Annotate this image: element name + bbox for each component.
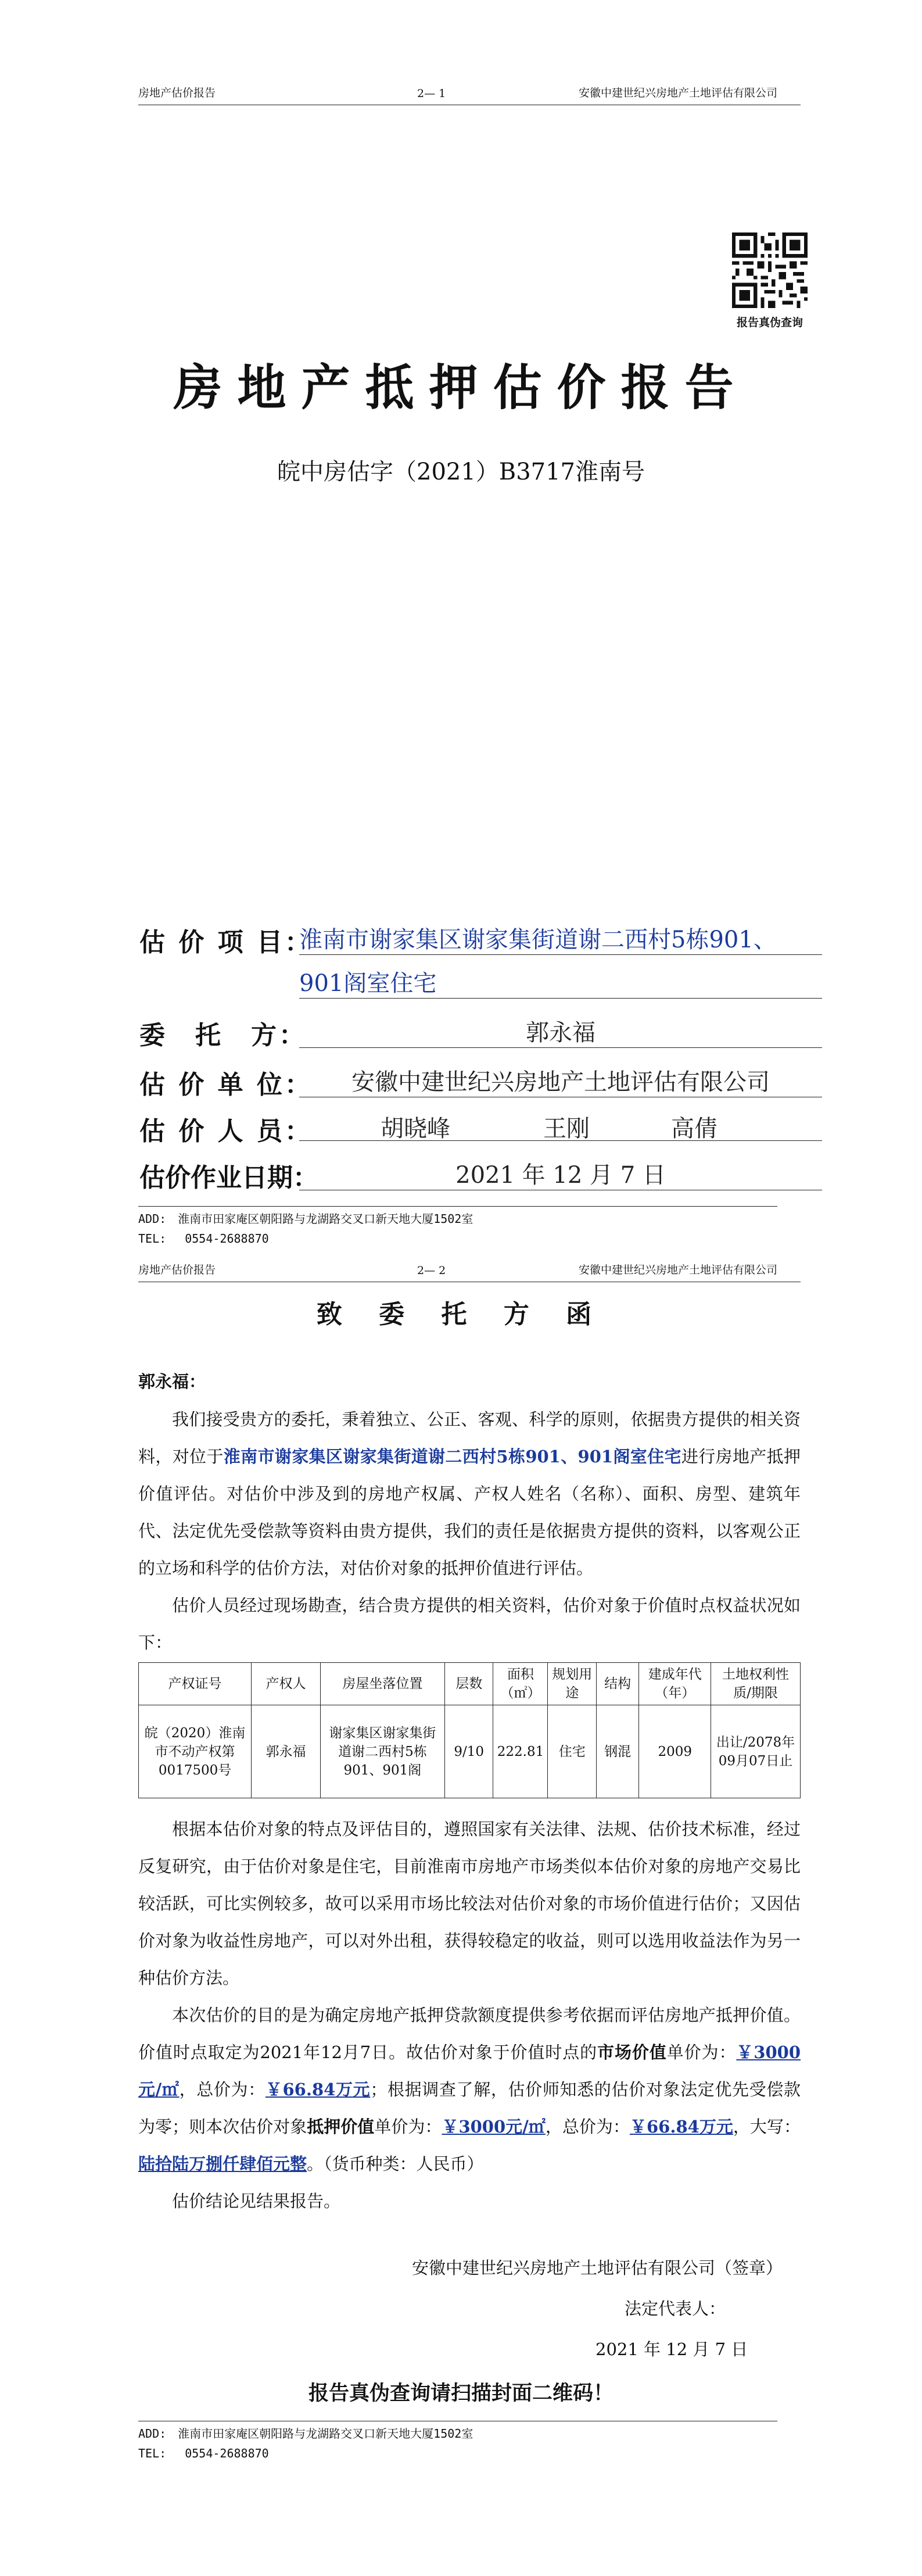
footer-tel: TEL: 0554-2688870 <box>138 2446 269 2460</box>
cell-cert: 皖（2020）淮南市不动产权第0017500号 <box>139 1705 252 1798</box>
header-right: 安徽中建世纪兴房地产土地评估有限公司 <box>578 87 777 99</box>
project-value-line2: 901阁室住宅 <box>299 965 822 999</box>
th-land-right: 土地权利性质/期限 <box>711 1663 801 1705</box>
project-value-line1: 淮南市谢家集区谢家集街道谢二西村5栋901、 <box>299 921 822 955</box>
cell-floors: 9/10 <box>445 1705 493 1798</box>
verify-notice: 报告真伪查询请扫描封面二维码！ <box>308 2381 614 2405</box>
report-title: 房地产抵押估价报告 <box>173 359 749 416</box>
table-row <box>139 1705 801 1798</box>
date-value: 2021 年 12 月 7 日 <box>299 1157 822 1190</box>
cell-area: 222.81 <box>493 1705 548 1798</box>
footer-tel: TEL: 0554-2688870 <box>138 1232 269 1246</box>
th-use: 规划用途 <box>548 1663 596 1705</box>
letter-body-top <box>138 1401 801 1661</box>
th-cert: 产权证号 <box>139 1663 252 1705</box>
signature-representative: 法定代表人： <box>625 2299 726 2319</box>
paragraph-2: 估价人员经过现场勘查，结合贵方提供的相关资料，估价对象于价值时点权益状况如下： <box>138 1595 801 1652</box>
client-label: 委 托 方： <box>139 1021 307 1050</box>
page-header <box>138 81 801 105</box>
cell-use: 住宅 <box>548 1705 596 1798</box>
date-label: 估价作业日期： <box>139 1163 318 1193</box>
unit-label: 估 价 单 位： <box>139 1070 313 1100</box>
property-table <box>138 1662 801 1798</box>
header-left: 房地产估价报告 <box>138 1264 216 1276</box>
client-value: 郭永福 <box>299 1014 822 1048</box>
cell-land-right: 出让/2078年09月07日止 <box>711 1705 801 1798</box>
page-header <box>138 1258 801 1282</box>
letter-body-bottom <box>138 1811 801 2220</box>
letter-title: 致 委 托 方 函 <box>316 1300 606 1329</box>
table-header-row <box>139 1663 801 1705</box>
paragraph-4: 本次估价的目的是为确定房地产抵押贷款额度提供参考依据而评估房地产抵押价值。价值时点取定为2021年12月7日。故估价对象于价值时点的市场价值单价为：￥3000元/㎡，总价为：￥66.84万元；根据调查了解，估价师知悉的估价对象法定优先受偿款为零；则本次估价对象抵押价值单价为：￥3000元/㎡，总价为：￥66.84万元，大写：陆拾陆万捌仟肆佰元整。（货币种类：人民币） <box>138 2005 801 2174</box>
salutation: 郭永福： <box>138 1372 206 1391</box>
th-owner: 产权人 <box>252 1663 321 1705</box>
page1-footer <box>138 1206 777 1248</box>
header-left: 房地产估价报告 <box>138 87 216 99</box>
staff-2: 王刚 <box>543 1115 590 1142</box>
paragraph-1: 我们接受贵方的委托，秉着独立、公正、客观、科学的原则，依据贵方提供的相关资料，对位于淮南市谢家集区谢家集街道谢二西村5栋901、901阁室住宅进行房地产抵押价值评估。对估价中涉及到的房地产权属、产权人姓名（名称）、面积、房型、建筑年代、法定优先受偿款等资料由贵方提供，我们的责任是依据贵方提供的资料，以客观公正的立场和科学的估价方法，对估价对象的抵押价值进行评估。 <box>138 1409 801 1578</box>
footer-address: ADD: 淮南市田家庵区朝阳路与龙湖路交叉口新天地大厦1502室 <box>138 1212 473 1226</box>
cell-location: 谢家集区谢家集街道谢二西村5栋901、901阁 <box>320 1705 444 1798</box>
cell-year: 2009 <box>639 1705 711 1798</box>
report-number: 皖中房估字（2021）B3717淮南号 <box>277 459 645 485</box>
header-page-number: 2— 2 <box>417 1264 446 1277</box>
qr-code-icon[interactable] <box>732 232 808 308</box>
th-floors: 层数 <box>445 1663 493 1705</box>
paragraph-3: 根据本估价对象的特点及评估目的，遵照国家有关法律、法规、估价技术标准，经过反复研究，由于估价对象是住宅，目前淮南市房地产市场类似本估价对象的房地产交易比较活跃，可比实例较多，故可以采用市场比较法对估价对象的市场价值进行估价；又因估价对象为收益性房地产，可以对外出租，获得较稳定的收益，则可以选用收益法作为另一种估价方法。 <box>138 1819 801 1988</box>
staff-label: 估 价 人 员： <box>139 1117 313 1146</box>
staff-3: 高倩 <box>671 1115 717 1142</box>
footer-address: ADD: 淮南市田家庵区朝阳路与龙湖路交叉口新天地大厦1502室 <box>138 2427 473 2441</box>
staff-values <box>299 1110 822 1141</box>
th-area: 面积（㎡） <box>493 1663 548 1705</box>
th-location: 房屋坐落位置 <box>320 1663 444 1705</box>
signature-date: 2021 年 12 月 7 日 <box>595 2339 748 2359</box>
project-label: 估 价 项 目： <box>139 928 313 957</box>
unit-value: 安徽中建世纪兴房地产土地评估有限公司 <box>299 1064 822 1097</box>
signature-company: 安徽中建世纪兴房地产土地评估有限公司（签章） <box>411 2258 783 2278</box>
page2-footer <box>138 2421 777 2463</box>
qr-block[interactable] <box>726 232 813 330</box>
cell-owner: 郭永福 <box>252 1705 321 1798</box>
paragraph-5: 估价结论见结果报告。 <box>172 2191 341 2211</box>
cell-structure: 钢混 <box>596 1705 638 1798</box>
header-page-number: 2— 1 <box>417 87 446 100</box>
th-structure: 结构 <box>596 1663 638 1705</box>
th-year: 建成年代（年） <box>639 1663 711 1705</box>
header-right: 安徽中建世纪兴房地产土地评估有限公司 <box>578 1264 777 1276</box>
qr-caption: 报告真伪查询 <box>736 316 803 329</box>
staff-1: 胡晓峰 <box>381 1115 450 1142</box>
